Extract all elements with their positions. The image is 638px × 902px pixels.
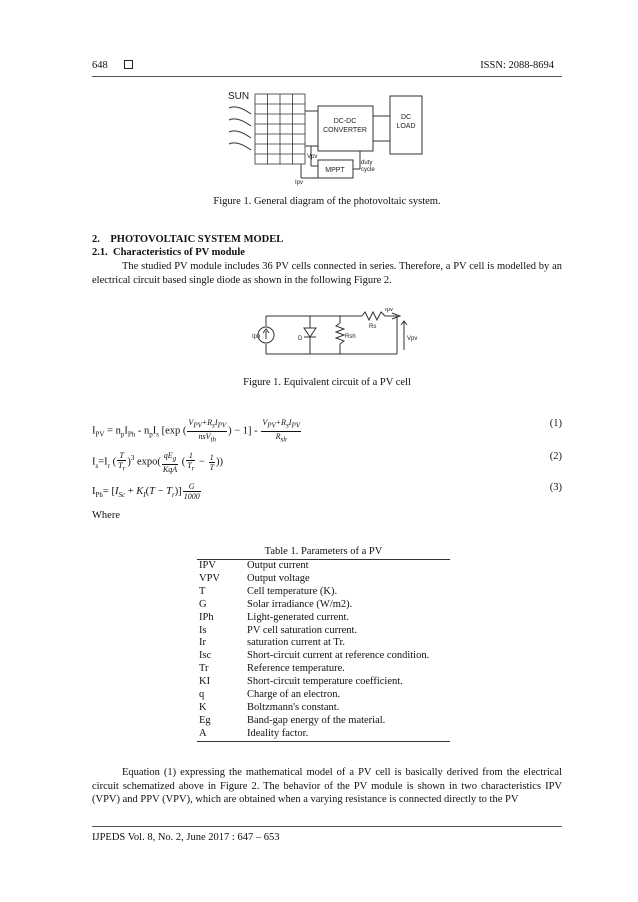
figure-1-caption: Figure 1. General diagram of the photovoltaic system. xyxy=(213,196,441,207)
paragraph-2: Equation (1) expressing the mathematical model of a PV cell is basically derived from the electrical circuit schematized above in Figure 2. The behavior of the PV module is shown in two characteristics IPV (VPV) and PPV (VPV), which are obtained when a varying resistance is connected directly to the PV xyxy=(92,767,562,805)
svg-text:D: D xyxy=(298,336,303,342)
sun-label: SUN xyxy=(228,91,250,102)
footer-journal: IJPEDS Vol. 8, No. 2, June 2017 : 647 – 653 xyxy=(92,832,280,843)
svg-text:Rsh: Rsh xyxy=(345,334,356,340)
table-bottom-rule xyxy=(197,741,450,742)
page-number: 648 xyxy=(92,60,108,71)
diode-icon xyxy=(304,328,316,337)
equation-3-number: (3) xyxy=(549,482,562,493)
table-row: Ir saturation current at Tr. xyxy=(199,637,345,649)
equation-1: $I_{PV} = n_pI_{Ph} - n_pI_s$ [exp ( $\frac{V_{PV}+R_sI_{PV}}{nsV_{th}}$ ) − 1] - $\frac{V_{PV}+R_sI_{PV}}{R_{sh}}$ (1) xyxy=(92,418,562,444)
section-heading: 2. PHOTOVOLTAIC SYSTEM MODEL xyxy=(92,234,284,245)
table-row: Eg Band-gap energy of the material. xyxy=(199,714,386,726)
svg-text:cycle: cycle xyxy=(361,167,375,173)
table-1 xyxy=(197,546,450,742)
svg-text:Vpv: Vpv xyxy=(407,336,418,342)
issn-label: ISSN: 2088-8694 xyxy=(480,60,554,71)
header-rule xyxy=(92,76,562,77)
figure-2-circuit xyxy=(252,308,427,363)
figure-2-caption: Figure 1. Equivalent circuit of a PV cell xyxy=(243,377,411,388)
svg-text:CONVERTER: CONVERTER xyxy=(323,127,367,134)
svg-text:Ipv: Ipv xyxy=(295,180,304,186)
equation-3: $I_{Ph}= [I_{Sc} + K_I(T - T_r)]$ $\frac{G}{1000}$ (3) xyxy=(92,482,562,501)
shunt-resistor-icon xyxy=(336,323,344,344)
svg-text:DC: DC xyxy=(400,114,412,121)
checkbox-square-icon xyxy=(124,60,133,69)
table-row: A Ideality factor. xyxy=(199,727,309,739)
pv-panel-icon xyxy=(255,94,305,164)
equation-2: $I_s=I_r$ ( $\frac{T}{T_r}$ )$^3$ expo( $\frac{qE_g}{\text{KqA}}$ ( $\frac{1}{T_r}$ − $\frac{1}{T}$ )) (2) xyxy=(92,451,562,474)
svg-text:duty: duty xyxy=(361,160,373,166)
paragraph-1: The studied PV module includes 36 PV cells connected in series. Therefore, a PV cell is modelled by an electrical circuit based single diode as shown in the following Figure 2. xyxy=(92,261,562,286)
equation-1-number: (1) xyxy=(549,418,562,429)
table-row: K Boltzmann's constant. xyxy=(199,701,340,713)
table-row: IPh Light-generated current. xyxy=(199,611,350,623)
svg-text:DC-DC: DC-DC xyxy=(333,118,357,125)
where-label: Where xyxy=(92,510,120,521)
table-1-caption: Table 1. Parameters of a PV xyxy=(264,546,383,557)
table-row: Tr Reference temperature. xyxy=(199,663,345,675)
svg-text:Vpv: Vpv xyxy=(307,154,318,160)
table-row: VPV Output voltage xyxy=(199,572,310,584)
table-row: q Charge of an electron. xyxy=(199,689,341,701)
table-row: IPV Output current xyxy=(199,560,309,571)
series-resistor-icon xyxy=(362,312,385,320)
table-row: KI Short-circuit temperature coefficient. xyxy=(199,676,403,688)
svg-text:Ipv: Ipv xyxy=(385,308,394,313)
table-row: T Cell temperature (K). xyxy=(199,585,338,597)
sun-rays-icon xyxy=(229,107,251,150)
table-row: Is PV cell saturation current. xyxy=(199,624,358,636)
table-row: G Solar irradiance (W/m2). xyxy=(199,598,353,610)
svg-text:Rs: Rs xyxy=(369,324,377,330)
parameters-table xyxy=(197,560,450,741)
footer-rule xyxy=(92,826,562,827)
table-row: Isc Short-circuit current at reference condition. xyxy=(199,650,430,662)
figure-1-diagram xyxy=(215,86,430,186)
svg-text:MPPT: MPPT xyxy=(325,167,345,174)
svg-text:LOAD: LOAD xyxy=(396,123,416,130)
equation-2-number: (2) xyxy=(549,451,562,462)
subsection-heading: 2.1. Characteristics of PV module xyxy=(92,247,245,258)
svg-text:Iph: Iph xyxy=(252,334,261,340)
